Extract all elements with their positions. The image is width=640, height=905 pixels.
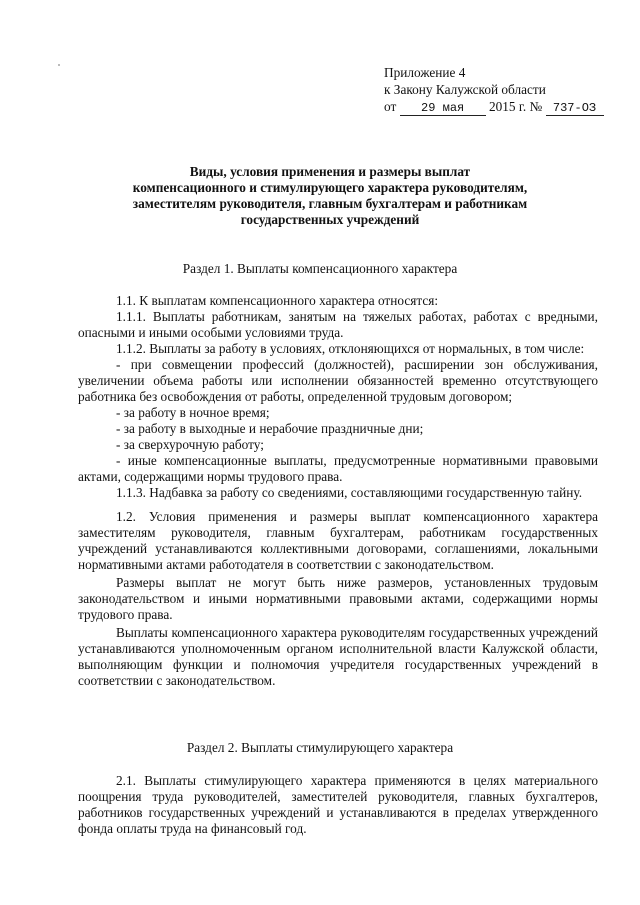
scan-mark [58,64,60,66]
paragraph: - за работу в ночное время; [116,405,270,420]
document-title [110,164,550,228]
paragraph: Размеры выплат не могут быть ниже размеров, установленных трудовым законодательством и иными нормативными правовыми актами, содержащими нормы трудового права. [78,575,598,622]
paragraph: 1.1. К выплатам компенсационного характера относятся: [116,293,439,308]
title-line: Виды, условия применения и размеры выплат [189,164,471,179]
paragraph: 1.1.1. Выплаты работникам, занятым на тяжелых работах, работах с вредными, опасными и иными особыми условиями труда. [78,309,598,340]
title-line: государственных учреждений [240,212,420,227]
title-line: компенсационного и стимулирующего характера руководителям, [132,180,528,195]
law-number: 737-ОЗ [546,102,604,116]
appendix-law-ref: к Закону Калужской области [384,82,546,97]
paragraph: - при совмещении профессий (должностей), расширении зон обслуживания, увеличении объема работы или исполнении обязанностей временно отсутствующего работника без освобождения от работы, определенной трудовым договором; [78,357,598,404]
paragraph: 1.1.3. Надбавка за работу со сведениями, составляющими государственную тайну. [116,485,583,500]
appendix-date-line [384,98,624,116]
date-prefix: от [384,99,397,114]
paragraph: 1.2. Условия применения и размеры выплат компенсационного характера заместителям руководителя, главным бухгалтерам, работникам государственных учреждений устанавливаются коллективными договорами, соглашениями, локальными нормативными актами работодателя в соответствии с законодательством. [78,509,598,572]
title-line: заместителям руководителя, главным бухгалтерам и работникам [132,196,528,211]
law-year: 2015 г. № [488,99,543,114]
paragraph: 2.1. Выплаты стимулирующего характера применяются в целях материального поощрения труда руководителей, заместителей руководителя, главных бухгалтеров, работников государственных учреждений и устанавливаются в пределах утвержденного фонда оплаты труда на финансовый год. [78,773,598,836]
section-2-body [78,773,598,837]
paragraph: 1.1.2. Выплаты за работу в условиях, отклоняющихся от нормальных, в том числе: [116,341,585,356]
appendix-header [384,64,624,116]
section-1-heading: Раздел 1. Выплаты компенсационного характера [182,261,458,276]
section-1-body [78,293,598,689]
paragraph: - за сверхурочную работу; [116,437,264,452]
section-2-heading: Раздел 2. Выплаты стимулирующего характера [186,740,454,755]
appendix-number: Приложение 4 [384,65,466,80]
paragraph: - иные компенсационные выплаты, предусмотренные нормативными правовыми актами, содержащими нормы трудового права. [78,453,598,484]
paragraph: Выплаты компенсационного характера руководителям государственных учреждений устанавливаются уполномоченным органом исполнительной власти Калужской области, выполняющим функции и полномочия учредителя государственных учреждений в соответствии с законодательством. [78,625,598,688]
law-date: 29 мая [400,102,486,116]
paragraph: - за работу в выходные и нерабочие праздничные дни; [116,421,424,436]
